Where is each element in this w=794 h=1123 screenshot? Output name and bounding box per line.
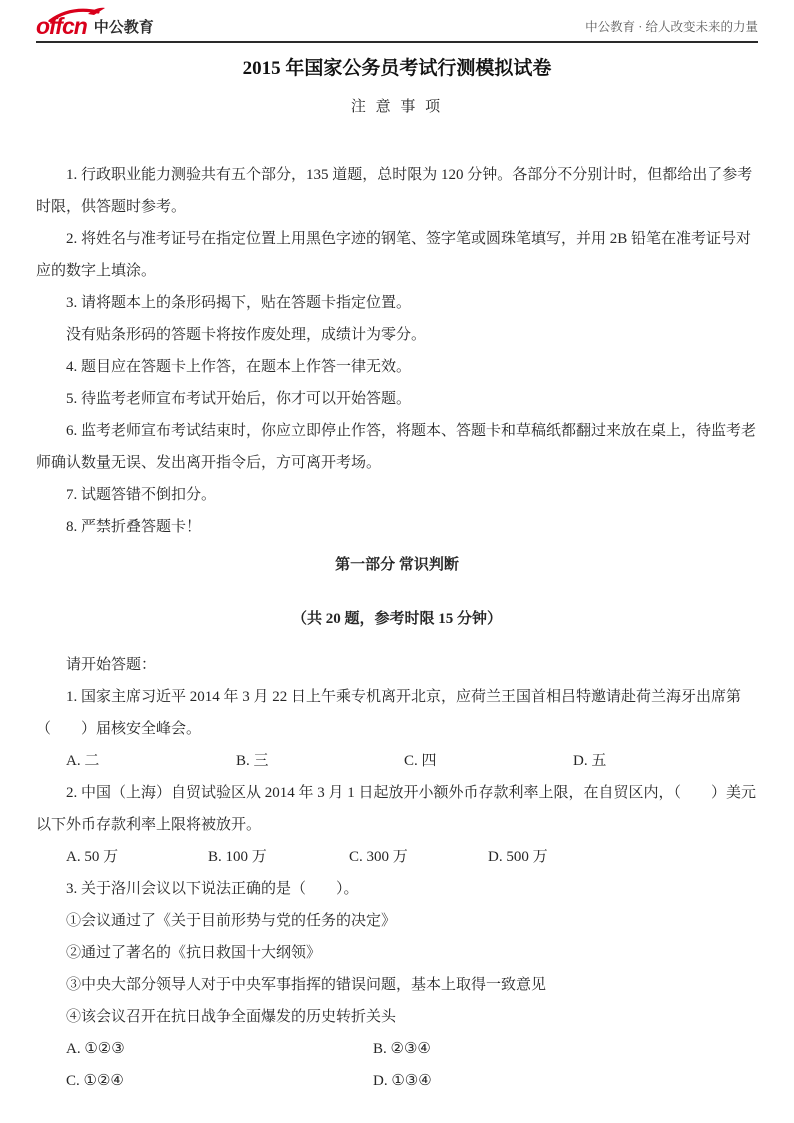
notice-paragraph: 6. 监考老师宣布考试结束时，你应立即停止作答，将题本、答题卡和草稿纸都翻过来放在桌上，待监考老师确认数量无误、发出离开指令后，方可离开考场。 — [36, 423, 757, 471]
statement-item: ③中央大部分领导人对于中央军事指挥的错误问题，基本上取得一致意见 — [66, 977, 547, 993]
offcn-logo — [36, 15, 154, 37]
question-3-text: 3. 关于洛川会议以下说法正确的是（ ）。 — [66, 881, 359, 897]
notices-block — [36, 159, 758, 543]
option-item: D. 五 — [573, 753, 607, 769]
start-prompt: 请开始答题： — [66, 657, 157, 673]
question-3-options-row-2 — [36, 1065, 758, 1097]
option-item: C. 四 — [404, 753, 437, 769]
logo-brand-text: 中公教育 — [93, 19, 154, 36]
statement-item: ④该会议召开在抗日战争全面爆发的历史转折关头 — [66, 1009, 397, 1025]
question-2-text: 2. 中国（上海）自贸试验区从 2014 年 3 月 1 日起放开小额外币存款利率上限，在自贸区内，（ ）美元以下外币存款利率上限将被放开。 — [36, 785, 757, 833]
option-item: B. ②③④ — [373, 1041, 431, 1057]
option-item: A. ①②③ — [66, 1041, 125, 1057]
option-item: C. ①②④ — [66, 1073, 124, 1089]
statement-item: ②通过了著名的《抗日救国十大纲领》 — [66, 945, 322, 961]
option-item: B. 三 — [236, 753, 269, 769]
option-item: D. ①③④ — [373, 1073, 432, 1089]
statement-item: ①会议通过了《关于目前形势与党的任务的决定》 — [66, 913, 397, 929]
option-item: A. 50 万 — [66, 849, 119, 865]
section-title: 第一部分 常识判断 — [335, 557, 459, 573]
notice-paragraph: 3. 请将题本上的条形码揭下，贴在答题卡指定位置。 — [66, 295, 412, 311]
notice-paragraph: 8. 严禁折叠答题卡！ — [66, 519, 202, 535]
logo-swoosh-icon — [48, 6, 106, 22]
notice-paragraph: 5. 待监考老师宣布考试开始后，你才可以开始答题。 — [66, 391, 412, 407]
question-3-options-row-1 — [36, 1033, 758, 1065]
notice-paragraph: 7. 试题答错不倒扣分。 — [66, 487, 217, 503]
question-1-text: 1. 国家主席习近平 2014 年 3 月 22 日上午乘专机离开北京，应荷兰王国首相吕特邀请赴荷兰海牙出席第（ ）届核安全峰会。 — [36, 689, 742, 737]
option-item: A. 二 — [66, 753, 100, 769]
option-item: D. 500 万 — [488, 849, 548, 865]
notice-paragraph: 4. 题目应在答题卡上作答，在题本上作答一律无效。 — [66, 359, 412, 375]
section-meta: （共 20 题，参考时限 15 分钟） — [291, 611, 502, 627]
doc-title: 2015 年国家公务员考试行测模拟试卷 — [242, 58, 552, 79]
page-header — [36, 0, 758, 43]
header-tagline: 中公教育 · 给人改变未来的力量 — [585, 20, 758, 34]
notice-paragraph: 没有贴条形码的答题卡将按作废处理，成绩计为零分。 — [66, 327, 427, 343]
document-body — [0, 55, 794, 1097]
question-2-options — [36, 841, 758, 873]
logo-wordmark: offcn — [36, 13, 87, 39]
notice-paragraph: 1. 行政职业能力测验共有五个部分，135 道题，总时限为 120 分钟。各部分不分别计时，但都给出了参考时限，供答题时参考。 — [36, 167, 753, 215]
notice-paragraph: 2. 将姓名与准考证号在指定位置上用黑色字迹的钢笔、签字笔或圆珠笔填写，并用 2B 铅笔在准考证号对应的数字上填涂。 — [36, 231, 752, 279]
question-1-options — [36, 745, 758, 777]
option-item: C. 300 万 — [349, 849, 408, 865]
option-item: B. 100 万 — [208, 849, 267, 865]
notice-heading: 注 意 事 项 — [350, 99, 444, 115]
